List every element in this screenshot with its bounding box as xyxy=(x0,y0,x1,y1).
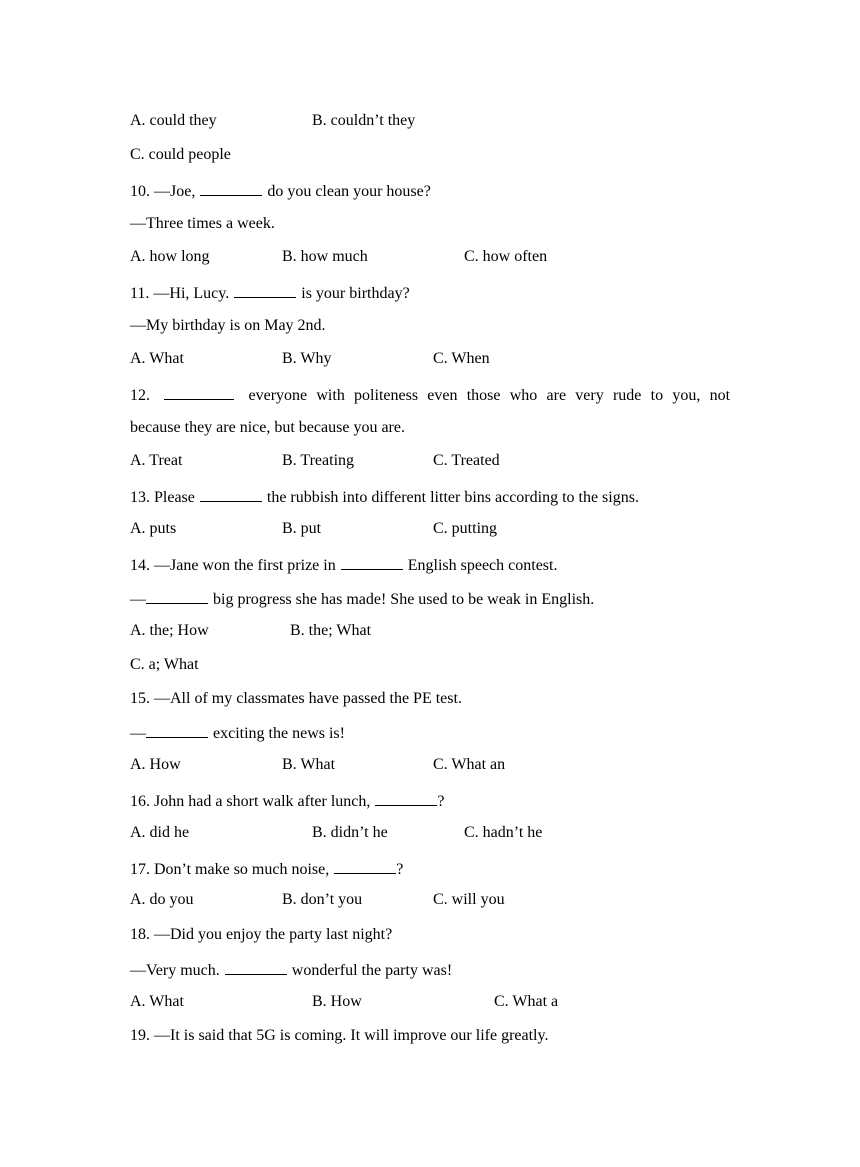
question-14-reply-prefix: — xyxy=(130,591,146,608)
question-12-prefix: 12. xyxy=(130,387,150,404)
answer-blank xyxy=(146,722,208,738)
question-16 xyxy=(130,790,445,812)
q14-option-a: A. the; How xyxy=(130,622,209,639)
answer-blank xyxy=(164,384,234,400)
q15-option-b: B. What xyxy=(282,756,336,773)
q11-option-a: A. What xyxy=(130,350,184,367)
q11-option-c: C. When xyxy=(433,350,490,367)
question-17 xyxy=(130,858,403,880)
q13-option-b: B. put xyxy=(282,520,322,537)
question-18: 18. —Did you enjoy the party last night? xyxy=(130,926,393,943)
q14-option-b: B. the; What xyxy=(290,622,372,639)
q10-option-b: B. how much xyxy=(282,248,368,265)
q17-option-c: C. will you xyxy=(433,891,505,908)
q10-option-c: C. how often xyxy=(464,248,548,265)
answer-blank xyxy=(375,790,437,806)
question-10-reply: —Three times a week. xyxy=(130,215,275,232)
question-11-reply: —My birthday is on May 2nd. xyxy=(130,317,326,334)
answer-blank xyxy=(234,282,296,298)
q9-option-a: A. could they xyxy=(130,112,217,129)
question-16-suffix: ? xyxy=(437,793,445,810)
question-15-reply-suffix: exciting the news is! xyxy=(213,725,345,742)
q13-option-a: A. puts xyxy=(130,520,177,537)
q18-option-c: C. What a xyxy=(494,993,559,1010)
question-15: 15. —All of my classmates have passed the PE test. xyxy=(130,690,462,707)
q16-option-a: A. did he xyxy=(130,824,190,841)
question-19: 19. —It is said that 5G is coming. It will improve our life greatly. xyxy=(130,1027,549,1044)
question-17-prefix: 17. Don’t make so much noise, xyxy=(130,861,330,878)
q14-option-c: C. a; What xyxy=(130,656,199,673)
q17-option-a: A. do you xyxy=(130,891,194,908)
q16-option-b: B. didn’t he xyxy=(312,824,388,841)
q15-option-c: C. What an xyxy=(433,756,506,773)
question-15-reply xyxy=(130,722,345,744)
q12-option-c: C. Treated xyxy=(433,452,500,469)
answer-blank xyxy=(341,554,403,570)
q18-option-b: B. How xyxy=(312,993,362,1010)
answer-blank xyxy=(146,588,208,604)
q13-option-c: C. putting xyxy=(433,520,498,537)
question-18-reply xyxy=(130,959,452,981)
question-10 xyxy=(130,180,431,202)
question-12-suffix: everyone with politeness even those who are very rude to you, not xyxy=(248,387,731,404)
q11-option-b: B. Why xyxy=(282,350,332,367)
question-13-prefix: 13. Please xyxy=(130,489,195,506)
answer-blank xyxy=(334,858,396,874)
question-14-reply xyxy=(130,588,594,610)
question-12 xyxy=(130,384,730,406)
question-11-prefix: 11. —Hi, Lucy. xyxy=(130,285,230,302)
answer-blank xyxy=(200,486,262,502)
question-17-suffix: ? xyxy=(396,861,404,878)
question-16-prefix: 16. John had a short walk after lunch, xyxy=(130,793,371,810)
question-11 xyxy=(130,282,410,304)
question-13-suffix: the rubbish into different litter bins according to the signs. xyxy=(266,489,639,506)
answer-blank xyxy=(200,180,262,196)
answer-blank xyxy=(225,959,287,975)
q16-option-c: C. hadn’t he xyxy=(464,824,543,841)
q12-option-b: B. Treating xyxy=(282,452,355,469)
question-10-prefix: 10. —Joe, xyxy=(130,183,196,200)
question-10-suffix: do you clean your house? xyxy=(267,183,431,200)
question-15-reply-prefix: — xyxy=(130,725,146,742)
question-13 xyxy=(130,486,639,508)
question-14-reply-suffix: big progress she has made! She used to be weak in English. xyxy=(213,591,595,608)
q18-option-a: A. What xyxy=(130,993,184,1010)
question-14-prefix: 14. —Jane won the first prize in xyxy=(130,557,336,574)
q12-option-a: A. Treat xyxy=(130,452,183,469)
q15-option-a: A. How xyxy=(130,756,181,773)
question-12-continuation: because they are nice, but because you are. xyxy=(130,419,405,436)
q9-option-b: B. couldn’t they xyxy=(312,112,416,129)
question-18-reply-suffix: wonderful the party was! xyxy=(291,962,453,979)
q10-option-a: A. how long xyxy=(130,248,210,265)
q9-option-c: C. could people xyxy=(130,146,231,163)
q17-option-b: B. don’t you xyxy=(282,891,363,908)
question-14 xyxy=(130,554,557,576)
question-11-suffix: is your birthday? xyxy=(301,285,410,302)
question-14-suffix: English speech contest. xyxy=(407,557,558,574)
question-18-reply-prefix: —Very much. xyxy=(130,962,220,979)
